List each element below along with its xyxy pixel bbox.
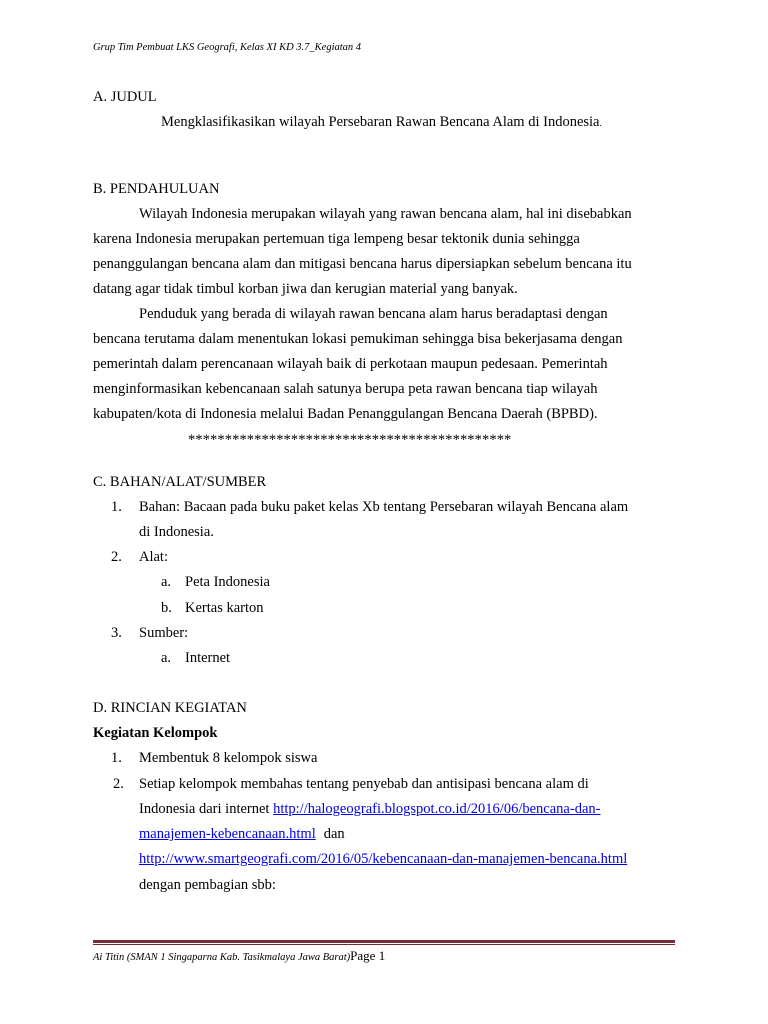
- paragraph-line: bencana terutama dalam menentukan lokasi pemukiman sehingga bisa bekerjasama dengan: [93, 331, 623, 347]
- halogeografi-link[interactable]: http://halogeografi.blogspot.co.id/2016/06/bencana-dan-: [273, 801, 601, 817]
- paragraph-line: datang agar tidak timbul korban jiwa dan kerugian material yang banyak.: [93, 281, 518, 297]
- section-b-heading: B. PENDAHULUAN: [93, 181, 220, 197]
- list-letter: a.: [161, 574, 172, 590]
- footer-rule-thin: [93, 944, 675, 945]
- internet-source-text: Indonesia dari internet: [139, 801, 274, 817]
- list-number: 2.: [113, 776, 124, 792]
- paragraph-line: menginformasikan kebencanaan salah satunya berupa peta rawan bencana tiap wilayah: [93, 381, 598, 397]
- paragraph-line: pemerintah dalam perencanaan wilayah baik di perkotaan maupun pedesaan. Pemerintah: [93, 356, 608, 372]
- list-item-membahas-cont: [139, 825, 345, 843]
- running-footer: [93, 948, 385, 964]
- paragraph-line: karena Indonesia merupakan pertemuan tiga lempeng besar tektonik dunia sehingga: [93, 231, 580, 247]
- list-item-kelompok: Membentuk 8 kelompok siswa: [139, 750, 318, 766]
- list-item-membahas: Setiap kelompok membahas tentang penyebab dan antisipasi bencana alam di: [139, 776, 589, 792]
- document-title-period: .: [599, 118, 602, 128]
- paragraph-line: kabupaten/kota di Indonesia melalui Badan Penanggulangan Bencana Daerah (BPBD).: [93, 406, 598, 422]
- halogeografi-link-cont[interactable]: manajemen-kebencanaan.html: [139, 826, 316, 842]
- smartgeografi-link[interactable]: http://www.smartgeografi.com/2016/05/kebencanaan-dan-manajemen-bencana.html: [139, 851, 628, 867]
- list-item-bahan-cont: di Indonesia.: [139, 524, 214, 540]
- and-word: dan: [323, 826, 345, 842]
- section-a-heading: A. JUDUL: [93, 89, 157, 105]
- list-item-membahas-end: dengan pembagian sbb:: [139, 877, 276, 893]
- list-item-peta: Peta Indonesia: [185, 574, 270, 590]
- list-number: 3.: [111, 625, 122, 641]
- paragraph-line: penanggulangan bencana alam dan mitigasi bencana harus dipersiapkan sebelum bencana itu: [93, 256, 632, 272]
- running-header: Grup Tim Pembuat LKS Geografi, Kelas XI KD 3.7_Kegiatan 4: [93, 42, 362, 53]
- section-d-heading: D. RINCIAN KEGIATAN: [93, 700, 247, 716]
- document-title-text: Mengklasifikasikan wilayah Persebaran Rawan Bencana Alam di Indonesia: [161, 114, 600, 130]
- list-item-internet: Internet: [185, 650, 231, 666]
- separator-asterisks: ********************************************: [188, 432, 512, 448]
- paragraph-line: Wilayah Indonesia merupakan wilayah yang rawan bencana alam, hal ini disebabkan: [139, 206, 632, 222]
- list-number: 1.: [111, 750, 122, 766]
- page-number: Page 1: [350, 948, 386, 963]
- list-letter: b.: [161, 600, 172, 616]
- list-number: 1.: [111, 499, 122, 515]
- list-item-bahan: Bahan: Bacaan pada buku paket kelas Xb tentang Persebaran wilayah Bencana alam: [139, 499, 629, 515]
- section-c-heading: C. BAHAN/ALAT/SUMBER: [93, 474, 267, 490]
- list-item-membahas-cont: [139, 850, 627, 868]
- list-number: 2.: [111, 549, 122, 565]
- footer-rule: [93, 940, 675, 943]
- list-item-kertas: Kertas karton: [185, 600, 264, 616]
- paragraph-line: Penduduk yang berada di wilayah rawan bencana alam harus beradaptasi dengan: [139, 306, 608, 322]
- footer-author: Ai Titin (SMAN 1 Singaparna Kab. Tasikmalaya Jawa Barat): [93, 952, 351, 963]
- list-item-membahas-cont: [139, 800, 600, 818]
- document-title: [161, 113, 602, 132]
- group-activity-subheading: Kegiatan Kelompok: [93, 725, 218, 741]
- list-item-alat: Alat:: [139, 549, 168, 565]
- list-letter: a.: [161, 650, 172, 666]
- list-item-sumber: Sumber:: [139, 625, 189, 641]
